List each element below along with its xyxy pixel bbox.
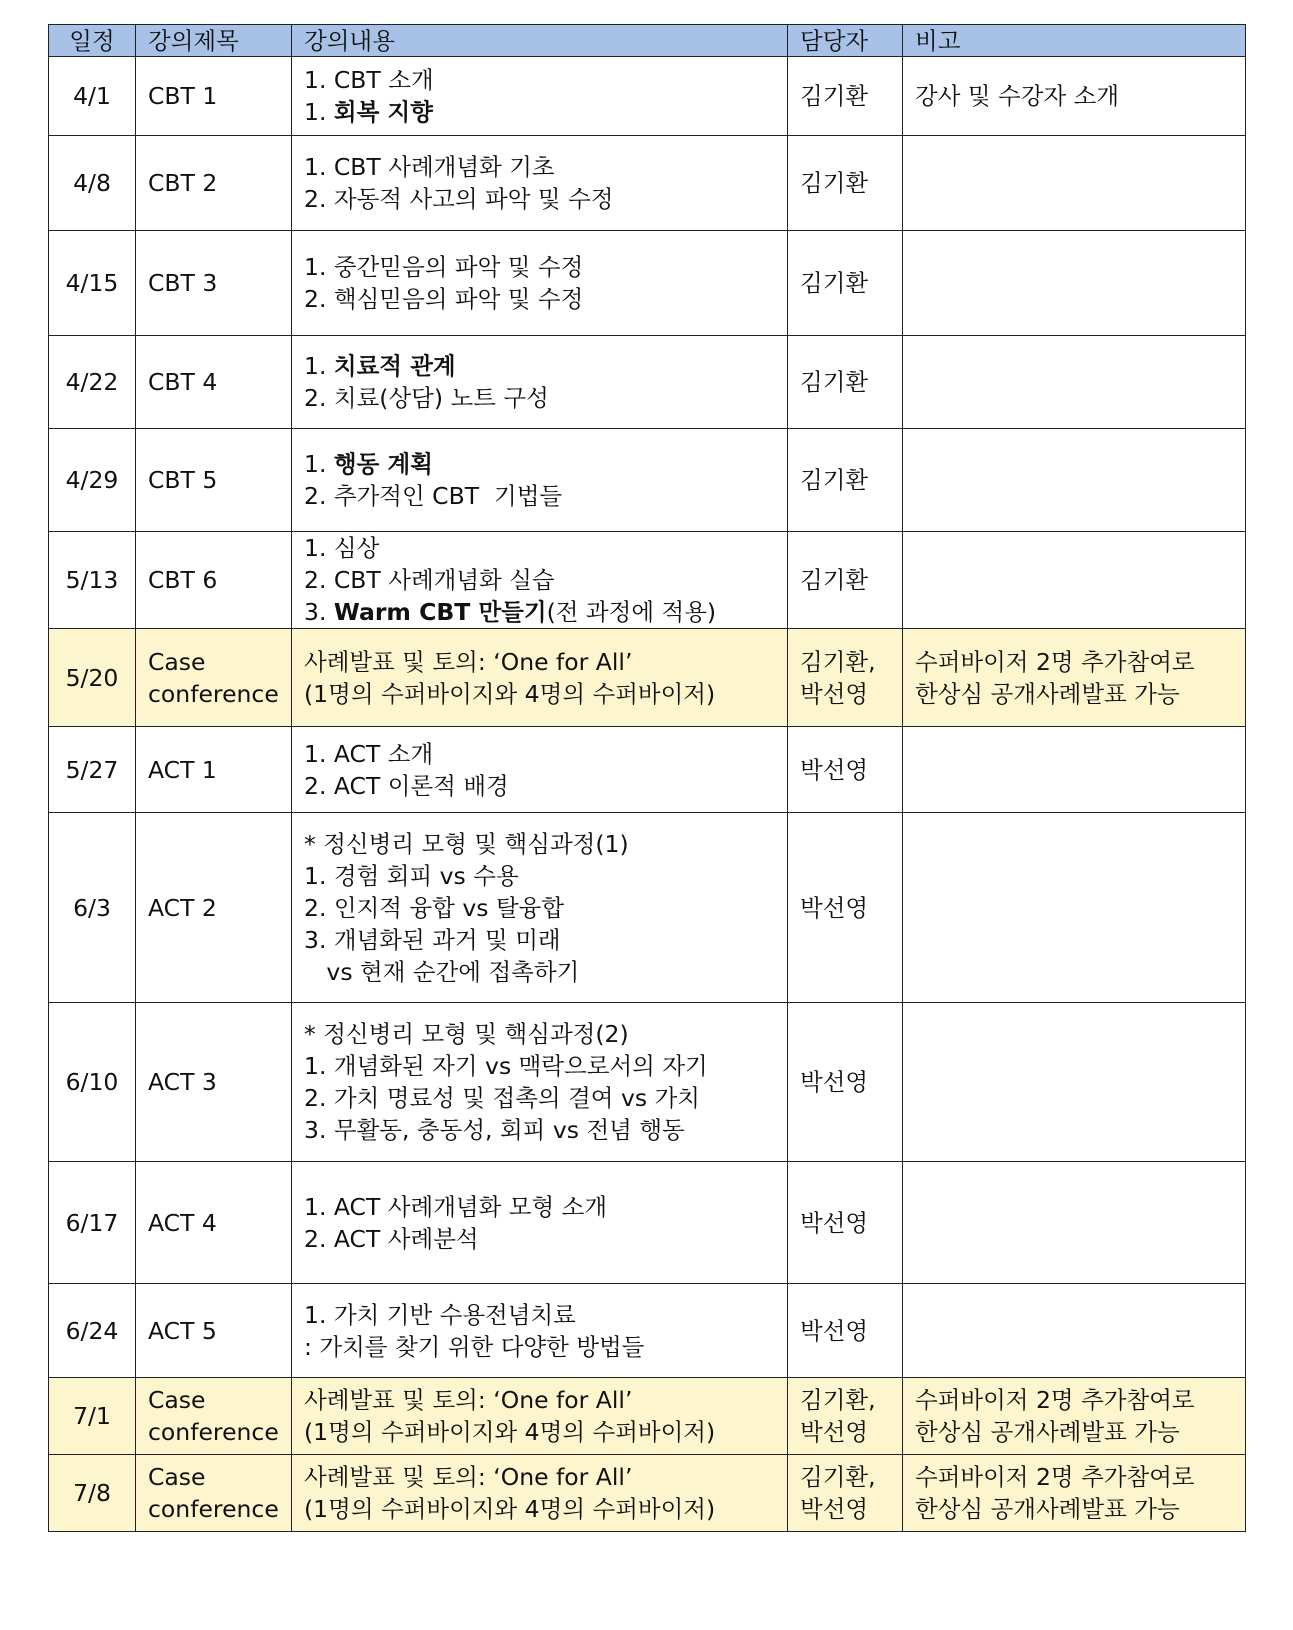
person-cell: [788, 1162, 903, 1284]
title-cell: [136, 1162, 292, 1284]
person-line: 박선영: [800, 1418, 869, 1446]
content-cell: [292, 57, 788, 136]
date-text: 4/29: [65, 466, 119, 494]
person-line: 김기환: [800, 169, 869, 197]
title-line: CBT 4: [148, 368, 218, 396]
note-line: 한상심 공개사례발표 가능: [915, 1495, 1180, 1523]
person-cell: [788, 1455, 903, 1532]
note-cell: [903, 813, 1246, 1003]
person-line: 김기환: [800, 269, 869, 297]
title-line: Case: [148, 1463, 206, 1491]
content-line: 3. 무활동, 충동성, 회피 vs 전념 행동: [304, 1116, 685, 1144]
person-line: 박선영: [800, 1068, 869, 1096]
title-cell: [136, 336, 292, 429]
header-row: [49, 25, 1246, 57]
title-line: conference: [148, 1495, 279, 1523]
date-text: 4/8: [73, 169, 111, 197]
content-prefix: 1.: [304, 352, 334, 380]
content-prefix: 3.: [304, 598, 334, 626]
title-cell: [136, 1003, 292, 1162]
person-line: 박선영: [800, 755, 869, 784]
note-cell: [903, 532, 1246, 629]
person-line: 박선영: [800, 893, 869, 922]
content-line: 3. 개념화된 과거 및 미래: [304, 925, 561, 954]
content-line: 1. CBT 사례개념화 기초: [304, 153, 555, 181]
content-cell: [292, 231, 788, 336]
content-cell: [292, 532, 788, 629]
content-line: 1. 심상: [304, 534, 380, 562]
content-cell: [292, 429, 788, 532]
date-cell: [49, 231, 136, 336]
person-line: 김기환: [800, 82, 869, 110]
content-cell: [292, 336, 788, 429]
note-line: 수퍼바이저 2명 추가참여로: [915, 1386, 1195, 1414]
table-row: [49, 629, 1246, 727]
title-line: conference: [148, 1418, 279, 1446]
content-line: 2. ACT 사례분석: [304, 1224, 479, 1253]
date-cell: [49, 1378, 136, 1455]
content-line: 1. 중간믿음의 파악 및 수정: [304, 253, 584, 281]
content-line: 2. 추가적인 CBT 기법들: [304, 482, 563, 510]
person-cell: [788, 136, 903, 231]
content-line: 1. 경험 회피 vs 수용: [304, 861, 519, 890]
content-line: 사례발표 및 토의: ‘One for All’: [304, 1463, 633, 1491]
person-cell: [788, 1003, 903, 1162]
title-line: Case: [148, 1386, 206, 1414]
title-cell: [136, 727, 292, 813]
title-cell: [136, 57, 292, 136]
content-cell: [292, 1378, 788, 1455]
table-row: [49, 727, 1246, 813]
content-line: 2. 인지적 융합 vs 탈융합: [304, 893, 565, 922]
title-line: CBT 1: [148, 82, 218, 110]
note-line: 한상심 공개사례발표 가능: [915, 1418, 1180, 1446]
title-line: Case: [148, 647, 206, 676]
person-line: 김기환,: [800, 1463, 876, 1491]
content-line: 1. ACT 소개: [304, 739, 434, 768]
content-line: 2. 가치 명료성 및 접촉의 결여 vs 가치: [304, 1084, 700, 1112]
table-row: [49, 813, 1246, 1003]
table-row: [49, 57, 1246, 136]
content-bold: 회복 지향: [333, 98, 433, 126]
table-row: [49, 336, 1246, 429]
content-prefix: 1.: [304, 450, 334, 478]
content-line: 사례발표 및 토의: ‘One for All’: [304, 1386, 633, 1414]
person-cell: [788, 1378, 903, 1455]
person-line: 박선영: [800, 1495, 869, 1523]
note-line: 수퍼바이저 2명 추가참여로: [915, 1463, 1195, 1491]
date-text: 6/10: [65, 1068, 119, 1096]
person-line: 김기환,: [800, 1386, 876, 1414]
title-line: ACT 2: [148, 893, 217, 922]
title-cell: [136, 1455, 292, 1532]
content-line: 2. 핵심믿음의 파악 및 수정: [304, 285, 584, 313]
date-cell: [49, 1162, 136, 1284]
person-line: 김기환: [800, 368, 869, 396]
content-cell: [292, 136, 788, 231]
content-line: [304, 96, 775, 128]
date-text: 6/17: [65, 1208, 119, 1237]
date-text: 6/24: [65, 1316, 119, 1345]
person-cell: [788, 629, 903, 727]
title-cell: [136, 1378, 292, 1455]
title-line: CBT 5: [148, 466, 218, 494]
content-bold: 치료적 관계: [333, 352, 456, 380]
note-cell: [903, 1003, 1246, 1162]
date-text: 4/22: [65, 368, 119, 396]
person-cell: [788, 813, 903, 1003]
content-cell: [292, 1284, 788, 1378]
header-note: 비고: [903, 25, 1246, 57]
title-line: CBT 2: [148, 169, 218, 197]
table-row: [49, 429, 1246, 532]
person-line: 김기환,: [800, 647, 876, 676]
note-cell: [903, 629, 1246, 727]
content-line: 1. 개념화된 자기 vs 맥락으로서의 자기: [304, 1052, 708, 1080]
person-cell: [788, 1284, 903, 1378]
person-line: 김기환: [800, 566, 869, 594]
date-text: 5/27: [65, 755, 119, 784]
note-cell: [903, 136, 1246, 231]
header-title: 강의제목: [136, 25, 292, 57]
person-cell: [788, 429, 903, 532]
table-row: [49, 1284, 1246, 1378]
content-cell: [292, 1003, 788, 1162]
note-cell: [903, 231, 1246, 336]
note-cell: [903, 1378, 1246, 1455]
date-text: 7/8: [73, 1479, 111, 1507]
content-line: 2. ACT 이론적 배경: [304, 771, 509, 800]
content-cell: [292, 727, 788, 813]
table-row: [49, 532, 1246, 629]
title-line: ACT 5: [148, 1316, 217, 1345]
person-cell: [788, 336, 903, 429]
content-line: (1명의 수퍼바이지와 4명의 수퍼바이저): [304, 1418, 716, 1446]
content-bold: Warm CBT 만들기: [333, 598, 547, 626]
content-line: 1. ACT 사례개념화 모형 소개: [304, 1192, 608, 1221]
lecture-schedule-table: [48, 24, 1246, 1532]
content-bold: 행동 계획: [333, 450, 433, 478]
date-cell: [49, 1455, 136, 1532]
date-cell: [49, 429, 136, 532]
date-cell: [49, 1284, 136, 1378]
header-content: 강의내용: [292, 25, 788, 57]
date-text: 7/1: [73, 1402, 111, 1430]
schedule-body: [49, 57, 1246, 1532]
content-prefix: 1.: [304, 98, 334, 126]
content-line: (1명의 수퍼바이지와 4명의 수퍼바이저): [304, 679, 716, 708]
content-line: 2. CBT 사례개념화 실습: [304, 566, 555, 594]
title-cell: [136, 1284, 292, 1378]
content-line: 2. 치료(상담) 노트 구성: [304, 384, 549, 412]
content-cell: [292, 1162, 788, 1284]
date-cell: [49, 1003, 136, 1162]
title-cell: [136, 532, 292, 629]
note-cell: [903, 1455, 1246, 1532]
date-text: 5/20: [65, 663, 119, 692]
content-line: 2. 자동적 사고의 파악 및 수정: [304, 185, 614, 213]
date-text: 5/13: [65, 566, 119, 594]
date-text: 6/3: [73, 893, 111, 922]
date-cell: [49, 532, 136, 629]
person-line: 박선영: [800, 1208, 869, 1237]
title-cell: [136, 629, 292, 727]
date-cell: [49, 813, 136, 1003]
title-line: CBT 3: [148, 269, 218, 297]
table-row: [49, 1378, 1246, 1455]
content-line: 1. CBT 소개: [304, 66, 434, 94]
date-text: 4/15: [65, 269, 119, 297]
date-cell: [49, 629, 136, 727]
date-text: 4/1: [73, 82, 111, 110]
content-line: (1명의 수퍼바이지와 4명의 수퍼바이저): [304, 1495, 716, 1523]
person-cell: [788, 231, 903, 336]
date-cell: [49, 727, 136, 813]
note-cell: [903, 57, 1246, 136]
note-line: 수퍼바이저 2명 추가참여로: [915, 647, 1195, 676]
header-date: 일정: [49, 25, 136, 57]
person-line: 박선영: [800, 679, 869, 708]
content-line: [304, 350, 775, 382]
note-cell: [903, 1162, 1246, 1284]
table-row: [49, 231, 1246, 336]
content-line: [304, 596, 775, 628]
note-line: 강사 및 수강자 소개: [915, 82, 1120, 110]
note-cell: [903, 1284, 1246, 1378]
person-cell: [788, 727, 903, 813]
note-cell: [903, 429, 1246, 532]
note-cell: [903, 336, 1246, 429]
content-line: * 정신병리 모형 및 핵심과정(2): [304, 1020, 629, 1048]
note-line: 한상심 공개사례발표 가능: [915, 679, 1180, 708]
note-cell: [903, 727, 1246, 813]
person-cell: [788, 57, 903, 136]
title-cell: [136, 429, 292, 532]
table-row: [49, 1003, 1246, 1162]
person-line: 김기환: [800, 466, 869, 494]
content-cell: [292, 629, 788, 727]
header-person: 담당자: [788, 25, 903, 57]
table-row: [49, 1455, 1246, 1532]
person-cell: [788, 532, 903, 629]
date-cell: [49, 336, 136, 429]
date-cell: [49, 57, 136, 136]
title-line: ACT 4: [148, 1208, 217, 1237]
date-cell: [49, 136, 136, 231]
table-row: [49, 1162, 1246, 1284]
content-line: [304, 448, 775, 480]
content-line: 사례발표 및 토의: ‘One for All’: [304, 647, 633, 676]
content-cell: [292, 1455, 788, 1532]
title-line: ACT 3: [148, 1068, 217, 1096]
table-row: [49, 136, 1246, 231]
title-line: conference: [148, 679, 279, 708]
person-line: 박선영: [800, 1316, 869, 1345]
content-line: 1. 가치 기반 수용전념치료: [304, 1300, 576, 1329]
content-line: : 가치를 찾기 위한 다양한 방법들: [304, 1332, 645, 1361]
content-cell: [292, 813, 788, 1003]
title-cell: [136, 813, 292, 1003]
content-line: vs 현재 순간에 접촉하기: [304, 957, 580, 986]
title-line: ACT 1: [148, 755, 217, 784]
content-suffix: (전 과정에 적용): [546, 598, 717, 626]
title-line: CBT 6: [148, 566, 218, 594]
content-line: * 정신병리 모형 및 핵심과정(1): [304, 829, 629, 858]
title-cell: [136, 231, 292, 336]
title-cell: [136, 136, 292, 231]
